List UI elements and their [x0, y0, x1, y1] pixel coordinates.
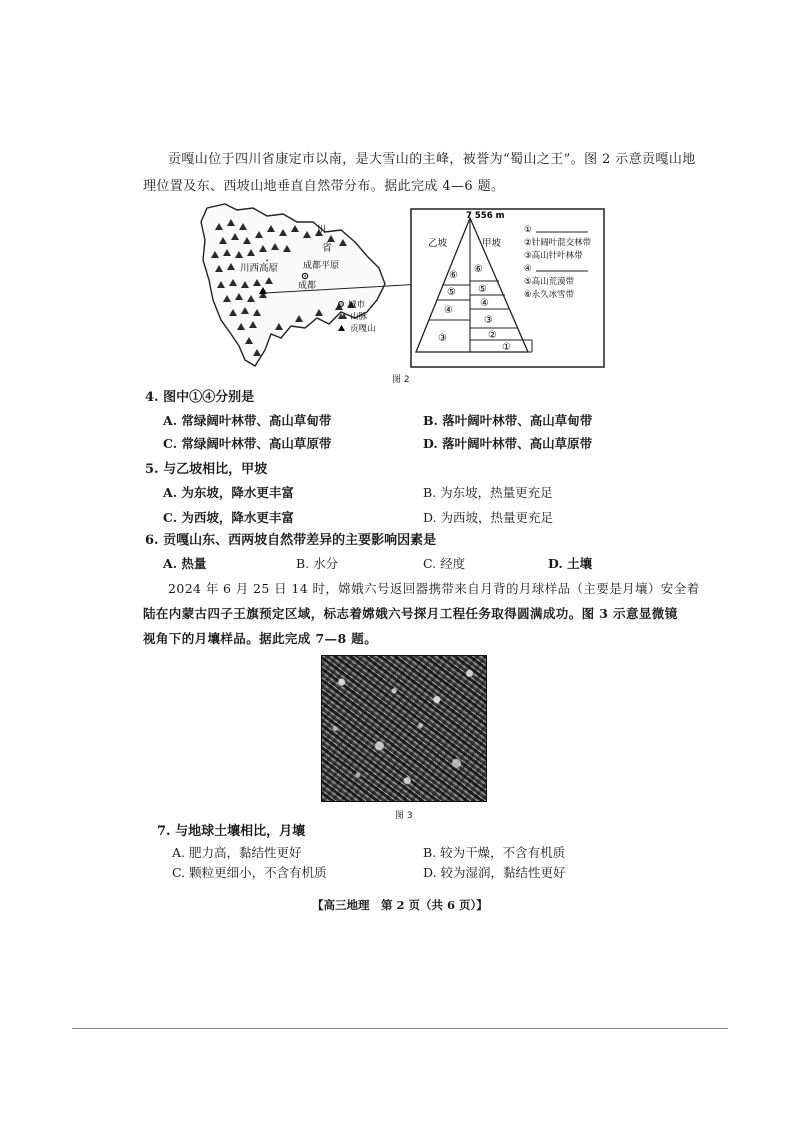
map-label-sichuan: 川	[317, 225, 327, 235]
q5-option-a: A. 为东坡，降水更丰富	[163, 485, 294, 500]
vertical-zone-diagram	[410, 206, 605, 369]
q4-option-a: A. 常绿阔叶林带、高山草甸带	[163, 413, 332, 428]
elevation-label: 7 556 m	[466, 211, 505, 221]
east-zone-3: ③	[484, 315, 493, 326]
zone-legend-5: ⑤高山荒漠带	[524, 277, 575, 287]
map-label-plateau: 川西高原	[240, 263, 279, 274]
map-label-province: 省	[322, 243, 332, 254]
figure-2-caption: 图 2	[392, 375, 410, 385]
q6-option-c: C. 经度	[423, 556, 466, 571]
intro2-line-2: 陆在内蒙古四子王旗预定区域，标志着嫦娥六号探月工程任务取得圆满成功。图 3 示意显微镜	[143, 606, 678, 621]
q6-option-b: B. 水分	[296, 556, 339, 571]
legend-gongga: 贡嘎山	[350, 324, 376, 334]
east-zone-6: ⑥	[474, 264, 483, 275]
east-zone-5: ⑤	[478, 284, 487, 295]
q7-option-d: D. 较为湿润，黏结性更好	[423, 865, 566, 880]
zone-legend-2: ②针阔叶混交林带	[524, 238, 592, 248]
zone-legend-6: ⑥永久冰雪带	[524, 290, 575, 300]
q6-option-a: A. 热量	[163, 556, 207, 571]
bottom-rule	[72, 1028, 728, 1029]
legend-city: 城市	[348, 300, 366, 310]
page-footer: 【高三地理 第 2 页（共 6 页）】	[312, 898, 488, 912]
lunar-soil-photo	[321, 655, 487, 802]
q6-stem: 6. 贡嘎山东、西两坡自然带差异的主要影响因素是	[145, 533, 437, 548]
figure-3-caption: 图 3	[395, 811, 413, 821]
q6-option-d: D. 土壤	[548, 556, 593, 571]
intro-line-1: 贡嘎山位于四川省康定市以南，是大雪山的主峰，被誉为“蜀山之王”。图 2 示意贡嘎山地	[168, 152, 696, 167]
q5-option-b: B. 为东坡，热量更充足	[423, 485, 553, 500]
q4-option-d: D. 落叶阔叶林带、高山草原带	[423, 436, 593, 451]
q4-option-c: C. 常绿阔叶林带、高山草原带	[163, 436, 332, 451]
q4-option-b: B. 落叶阔叶林带、高山草甸带	[423, 413, 593, 428]
q5-stem: 5. 与乙坡相比，甲坡	[145, 462, 268, 477]
zone-legend-4: ④	[524, 264, 532, 274]
intro-line-2: 理位置及东、西坡山地垂直自然带分布。据此完成 4—6 题。	[143, 179, 505, 194]
west-slope-label: 乙坡	[428, 238, 448, 249]
east-zone-4: ④	[480, 298, 489, 309]
q5-option-c: C. 为西坡，降水更丰富	[163, 510, 294, 525]
map-label-basin: 成都平原	[303, 261, 340, 271]
zone-legend-3: ③高山针叶林带	[524, 251, 583, 261]
west-zone-4: ④	[444, 305, 453, 316]
legend-mountain: 山脉	[350, 312, 368, 322]
zone-legend-1: ①	[524, 225, 532, 235]
east-zone-1: ①	[502, 342, 511, 353]
east-slope-label: 甲坡	[482, 238, 502, 249]
q7-option-b: B. 较为干燥，不含有机质	[423, 845, 566, 860]
legend-gongga-icon	[338, 325, 345, 331]
map-label-city: 成都	[298, 281, 317, 291]
intro2-line-1: 2024 年 6 月 25 日 14 时，嫦娥六号返回器携带来自月背的月球样品（主要是月壤）安全着	[168, 581, 700, 596]
q7-option-c: C. 颗粒更细小，不含有机质	[172, 865, 327, 880]
west-zone-6: ⑥	[449, 270, 458, 281]
q7-stem: 7. 与地球土壤相比，月壤	[157, 824, 306, 839]
q4-stem: 4. 图中①④分别是	[145, 390, 255, 405]
intro2-line-3: 视角下的月壤样品。据此完成 7—8 题。	[143, 631, 378, 646]
east-zone-2: ②	[488, 330, 497, 341]
west-zone-5: ⑤	[447, 287, 456, 298]
west-zone-3: ③	[438, 333, 447, 344]
q5-option-d: D. 为西坡，热量更充足	[423, 510, 554, 525]
q7-option-a: A. 肥力高，黏结性更好	[172, 845, 302, 860]
